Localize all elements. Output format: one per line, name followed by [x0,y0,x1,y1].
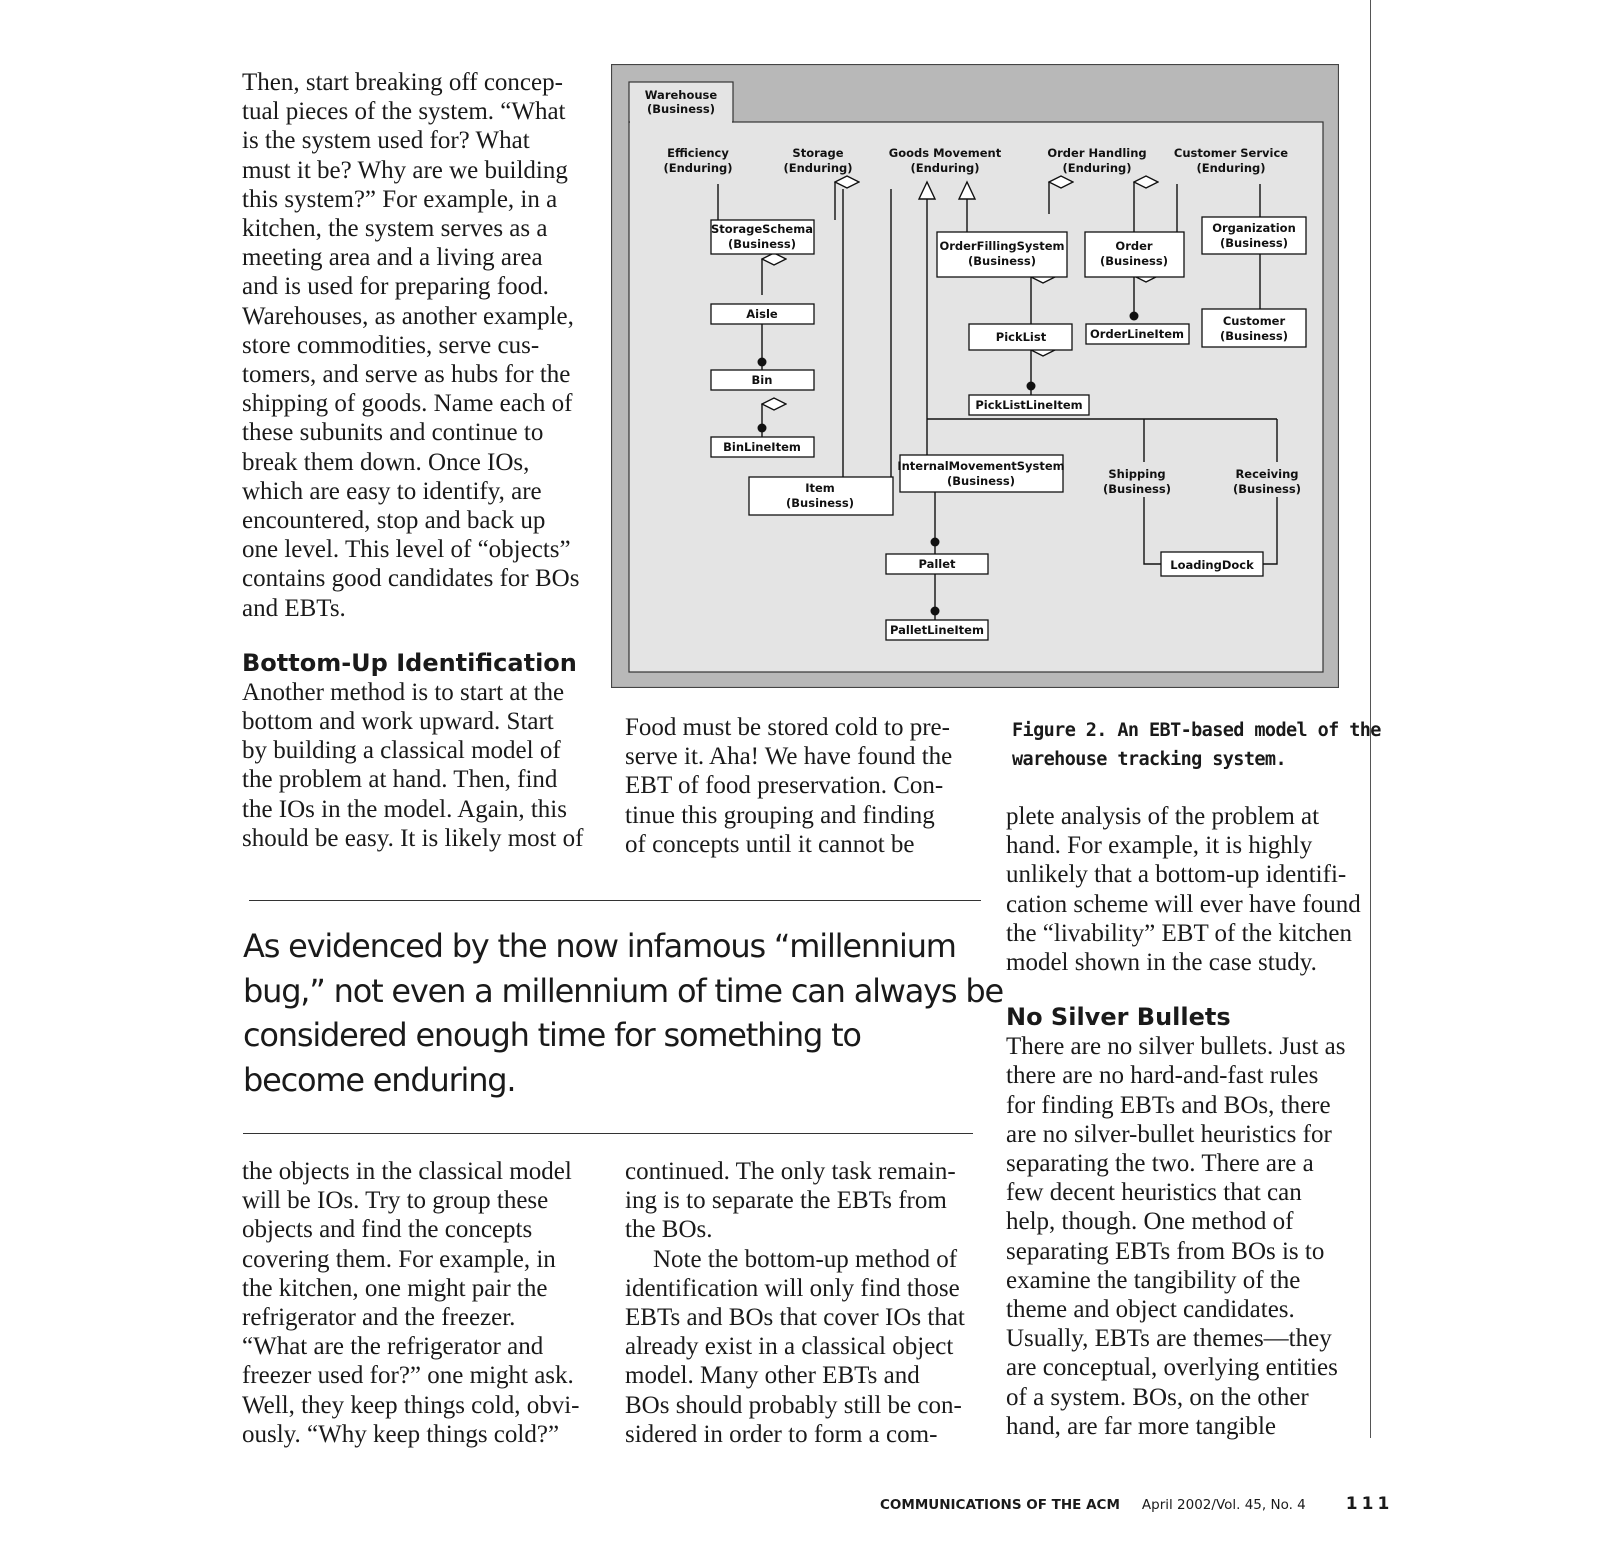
box-bin [711,370,814,390]
text-line: EBTs and BOs that cover IOs that [625,1304,965,1332]
text-line: store commodities, serve cus- [242,331,540,359]
footer-issue: April 2002/Vol. 45, No. 4 [1141,1497,1306,1513]
svg-text:InternalMovementSystem(Busines: InternalMovementSystem (Business) [897,459,1065,488]
text-line: are conceptual, overlying entities [1006,1354,1338,1382]
text-line: covering them. For example, in [242,1245,556,1273]
text-line: by building a classical model of [242,737,561,765]
text-line: Food must be stored cold to pre- [625,714,950,741]
left-column-continued [242,1157,580,1449]
svg-text:OrderLineItem: OrderLineItem [1090,327,1184,341]
box-aisle [711,304,814,324]
text-line: serve it. Aha! We have found the [625,743,953,771]
no-silver-bullets-paragraph [1006,1032,1361,1441]
text-line: meeting area and a living area [242,244,543,272]
text-line: already exist in a classical object [625,1333,954,1361]
box-pallet [886,554,988,574]
right-column [1006,802,1361,1441]
box-order-line-item [1086,324,1189,344]
text-line: model shown in the case study. [1006,949,1317,977]
text-line: and EBTs. [242,594,346,622]
text-line: should be easy. It is likely most of [242,824,584,852]
box-customer [1202,309,1306,347]
svg-text:OrderFillingSystem(Business): OrderFillingSystem (Business) [939,239,1065,268]
text-line: the “livability” EBT of the kitchen [1006,919,1352,947]
figure-ebt-model-diagram [611,64,1339,688]
text-line: of concepts until it cannot be [625,830,915,858]
text-line: shipping of goods. Name each of [242,390,573,418]
box-bin-line-item [711,437,814,457]
text-line: is the system used for? What [242,127,530,155]
svg-text:PalletLineItem: PalletLineItem [890,623,984,637]
box-internal-movement-system [897,455,1064,492]
box-pallet-line-item [886,620,988,640]
text-line: bug,” not even a millennium of time can always be [243,971,1003,1010]
svg-text:PickListLineItem: PickListLineItem [975,398,1083,412]
middle-paragraph-continued [625,1157,965,1245]
bottom-up-paragraph [242,678,583,853]
text-line: bottom and work upward. Start [242,708,554,736]
text-line: plete analysis of the problem at [1006,803,1320,830]
theme-storage: Storage (Enduring) [783,146,853,175]
svg-text:Customer(Business): Customer (Business) [1220,314,1288,343]
text-line: “What are the refrigerator and [242,1333,544,1361]
theme-efficiency: Efficiency (Enduring) [663,146,733,175]
warehouse-tab-label: Warehouse (Business) [644,88,718,116]
pull-quote [243,924,1003,1102]
theme-order-handling: Order Handling (Enduring) [1047,146,1147,175]
pull-quote-bottom-rule [243,1133,973,1134]
text-line: hand. For example, it is highly [1006,832,1313,860]
text-line: considered enough time for something to [243,1016,861,1054]
text-line: Then, start breaking off concep- [242,69,563,96]
middle-column [625,713,952,859]
warehouse-tab [629,82,733,122]
box-order [1085,232,1184,277]
text-line: one level. This level of “objects” [242,536,571,564]
text-line: these subunits and continue to [242,419,544,447]
text-line: the objects in the classical model [242,1158,572,1185]
text-line: cation scheme will ever have found [1006,890,1361,918]
page-number: 111 [1345,1494,1394,1514]
left-column [242,68,583,853]
text-line: EBT of food preservation. Con- [625,772,944,800]
theme-goods-movement: Goods Movement (Enduring) [888,146,1002,175]
svg-text:Order(Business): Order (Business) [1100,239,1168,268]
right-paragraph [1006,802,1361,977]
text-line: BOs should probably still be con- [625,1391,962,1419]
box-storage-schema [711,220,814,254]
text-line: model. Many other EBTs and [625,1362,920,1390]
text-line: and is used for preparing food. [242,273,549,301]
label-shipping: Shipping (Business) [1103,467,1171,496]
figure-caption [1012,716,1382,774]
text-line: this system?” For example, in a [242,185,558,213]
text-line: unlikely that a bottom-up identifi- [1006,861,1347,889]
text-line: become enduring. [243,1060,516,1099]
box-pick-list [969,324,1072,350]
text-line: ously. “Why keep things cold?” [242,1420,560,1448]
text-line: for finding EBTs and BOs, there [1006,1091,1331,1119]
text-line: As evidenced by the now infamous “millennium [243,927,956,965]
text-line: Note the bottom-up method of [653,1245,958,1273]
text-line: hand, are far more tangible [1006,1412,1277,1440]
text-line: tinue this grouping and finding [625,801,935,829]
svg-text:Pallet: Pallet [918,557,956,571]
text-line: the kitchen, one might pair the [242,1274,548,1302]
text-line: Warehouses, as another example, [242,302,574,330]
svg-text:Organization(Business): Organization (Business) [1212,221,1296,250]
text-line: There are no silver bullets. Just as [1006,1033,1346,1061]
footer-journal-name: COMMUNICATIONS OF THE ACM [880,1497,1120,1513]
text-line: help, though. One method of [1006,1208,1294,1236]
text-line: tual pieces of the system. “What [242,98,566,126]
text-line: continued. The only task remain- [625,1158,956,1185]
text-line: ing is to separate the EBTs from [625,1187,947,1215]
intro-paragraph [242,68,583,623]
text-line: will be IOs. Try to group these [242,1187,549,1215]
text-line: kitchen, the system serves as a [242,215,548,243]
text-line: theme and object candidates. [1006,1296,1295,1324]
text-line: break them down. Once IOs, [242,448,530,476]
text-line: freezer used for?” one might ask. [242,1362,574,1390]
text-line: the IOs in the model. Again, this [242,795,567,823]
theme-customer-service: Customer Service (Enduring) [1173,146,1289,175]
box-pick-list-line-item [969,395,1089,415]
label-receiving: Receiving (Business) [1233,467,1301,496]
section-heading-bottom-up: Bottom-Up Identification [242,648,577,677]
pull-quote-top-rule [249,900,981,901]
svg-text:StorageSchema(Business): StorageSchema (Business) [711,222,813,251]
middle-column-continued [625,1157,965,1449]
svg-text:Bin: Bin [751,373,773,387]
text-line: Another method is to start at the [242,678,565,706]
text-line: contains good candidates for BOs [242,565,580,593]
svg-text:LoadingDock: LoadingDock [1170,558,1254,572]
box-item [749,477,893,515]
text-line: Figure 2. An EBT-based model of the [1012,720,1381,741]
svg-text:Item(Business): Item (Business) [786,481,854,510]
text-line: are no silver-bullet heuristics for [1006,1120,1332,1148]
text-line: separating the two. There are a [1006,1150,1314,1178]
text-line: separating EBTs from BOs is to [1006,1237,1325,1265]
text-line: tomers, and serve as hubs for the [242,361,571,389]
right-margin-rule [1370,0,1371,1438]
text-line: must it be? Why are we building [242,156,568,184]
box-order-filling-system [937,232,1067,277]
page-footer [880,1495,1393,1514]
svg-text:Aisle: Aisle [746,307,778,321]
text-line: Well, they keep things cold, obvi- [242,1391,580,1419]
text-line: of a system. BOs, on the other [1006,1383,1309,1411]
text-line: which are easy to identify, are [242,477,542,505]
text-line: the BOs. [625,1216,713,1244]
text-line: warehouse tracking system. [1012,749,1286,770]
middle-paragraph [625,713,952,859]
svg-text:PickList: PickList [995,330,1047,344]
box-organization [1202,217,1306,254]
svg-text:BinLineItem: BinLineItem [723,440,801,454]
text-line: examine the tangibility of the [1006,1266,1301,1294]
text-line: refrigerator and the freezer. [242,1304,516,1332]
text-line: objects and find the concepts [242,1216,533,1244]
text-line: few decent heuristics that can [1006,1179,1302,1207]
text-line: identification will only find those [625,1274,960,1302]
section-heading-no-silver-bullets: No Silver Bullets [1006,1003,1231,1032]
text-line: sidered in order to form a com- [625,1420,938,1448]
text-line: the problem at hand. Then, find [242,766,558,794]
bottom-up-paragraph-continued [242,1157,580,1449]
box-loading-dock [1161,552,1263,576]
text-line: Usually, EBTs are themes—they [1006,1325,1332,1353]
text-line: encountered, stop and back up [242,507,546,535]
text-line: there are no hard-and-fast rules [1006,1062,1319,1090]
middle-paragraph-2 [625,1245,965,1449]
